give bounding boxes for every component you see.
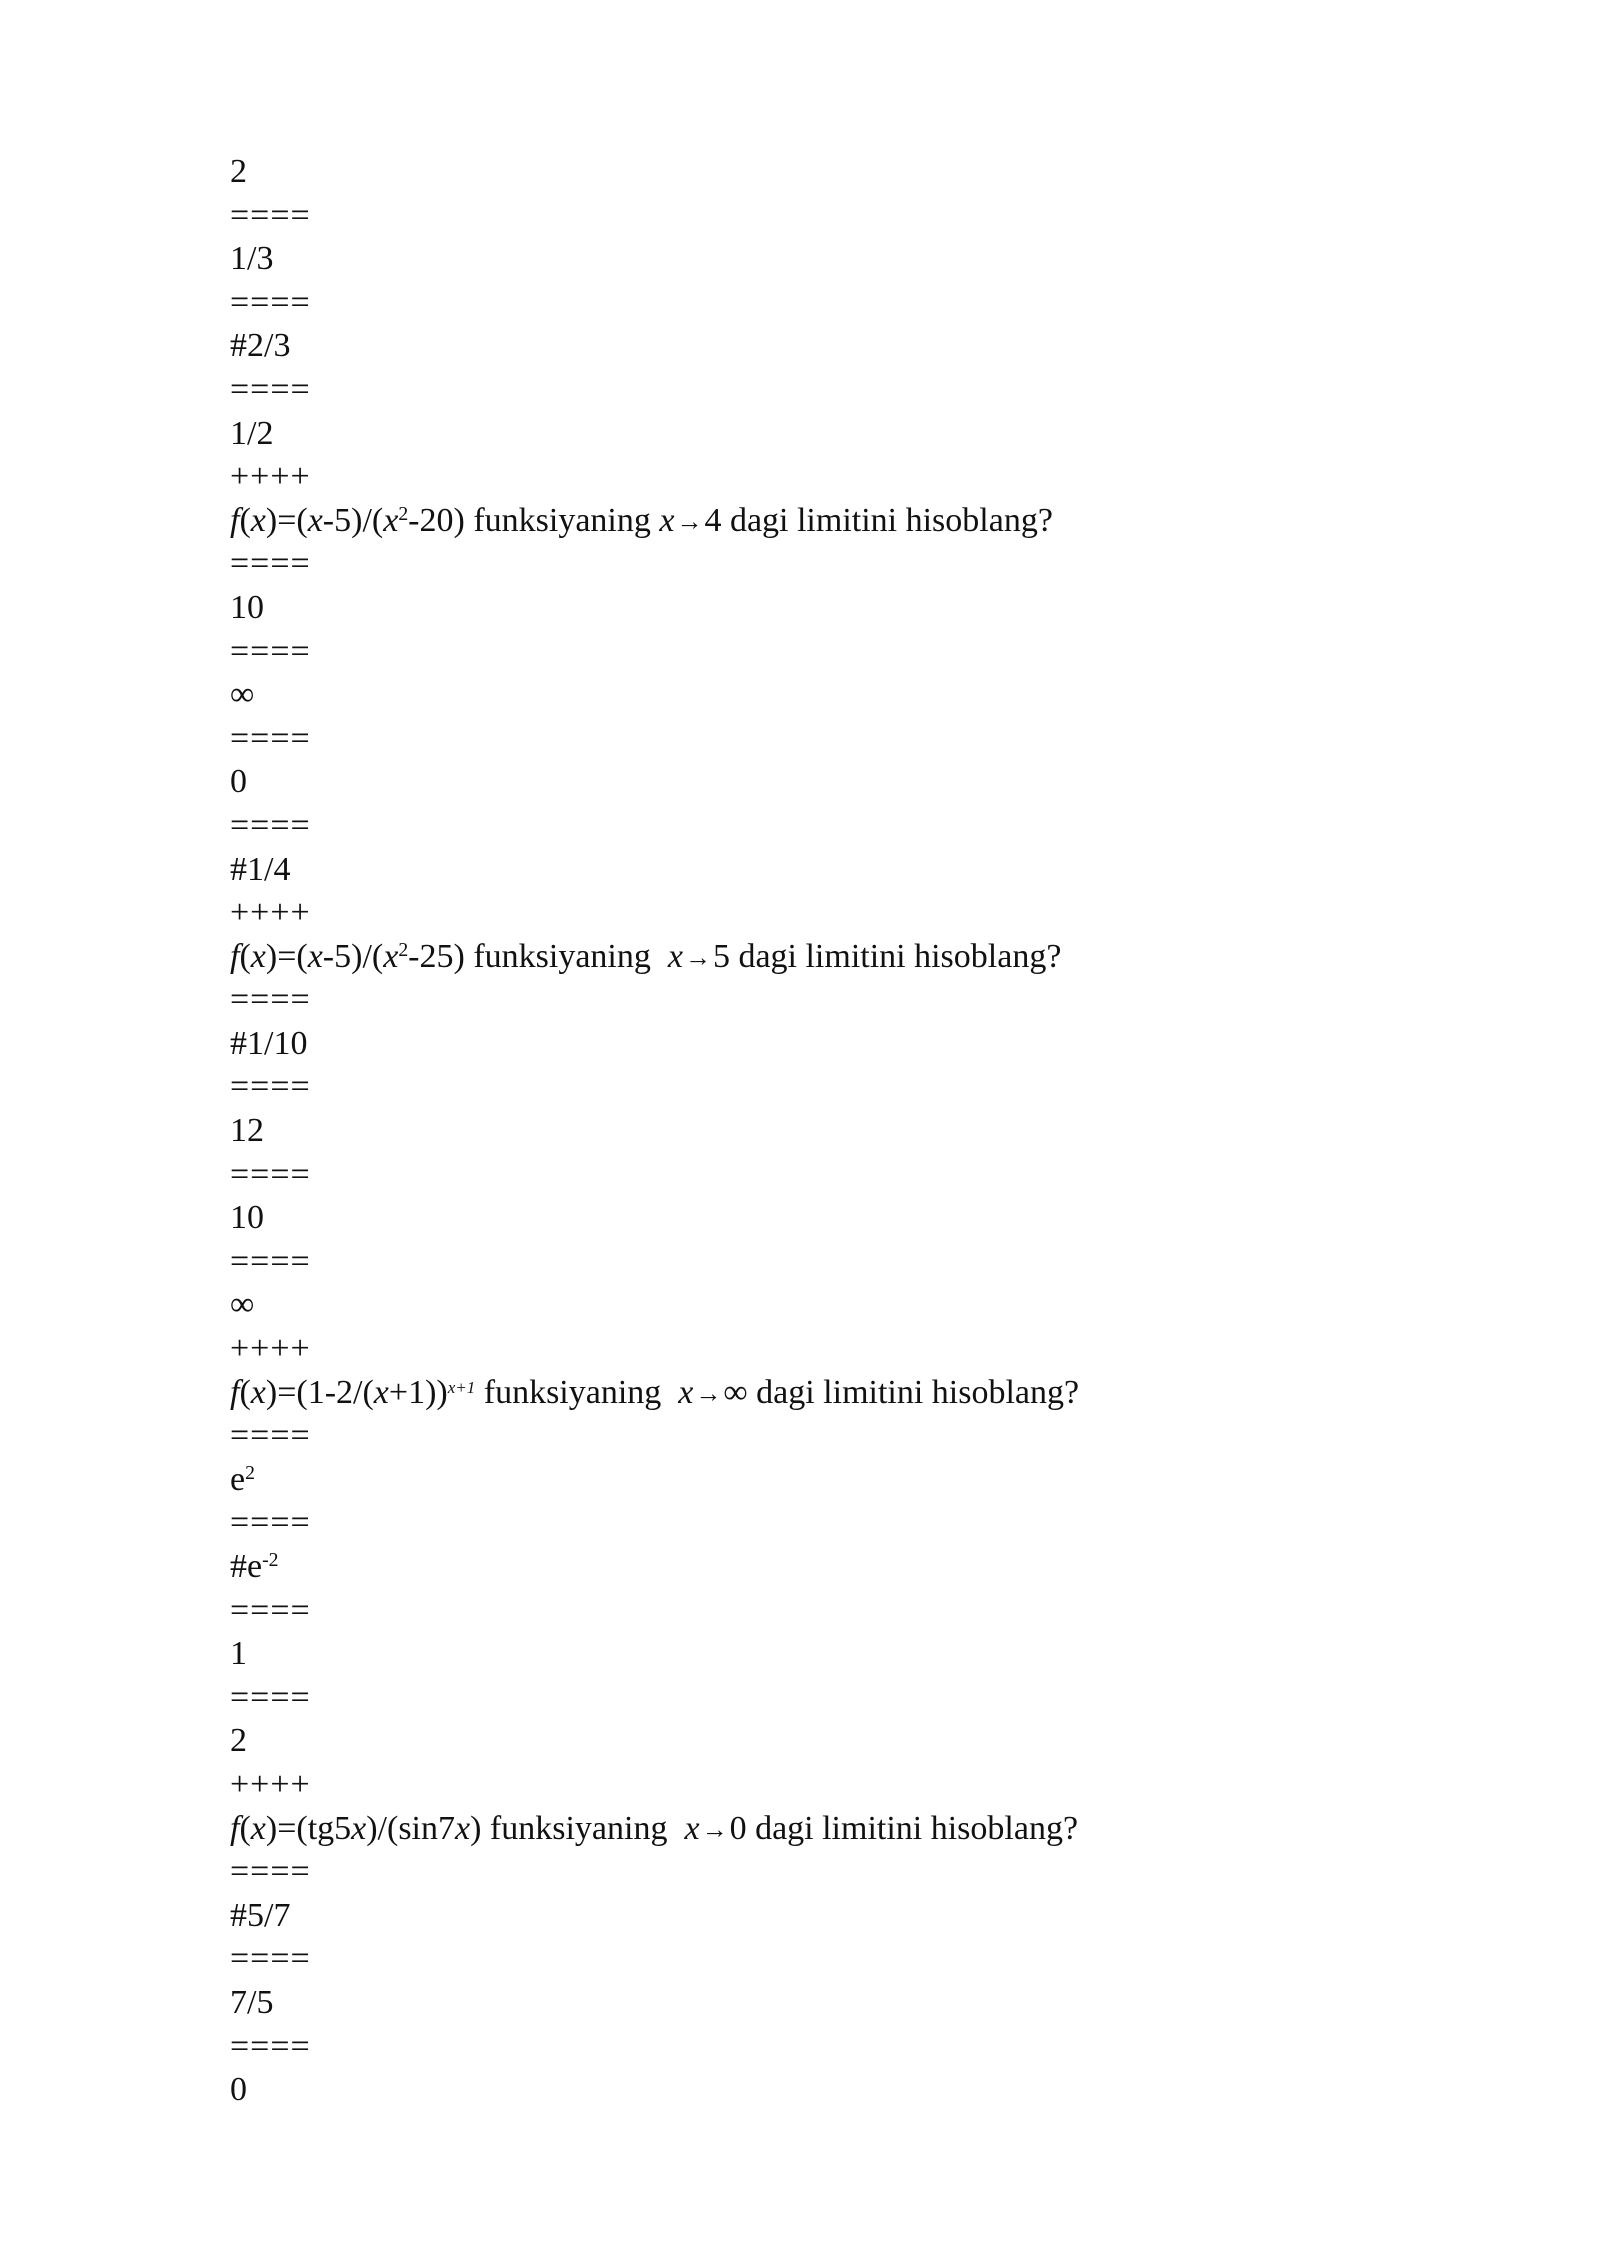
option-separator: ==== [230,1155,311,1193]
question-text: $f(x)=(x-5)/(x^2-20)$ funksiyaning x→4 dagi limitini hisoblang? [230,501,1053,539]
option-separator: ==== [230,1504,311,1542]
arrow-icon: → [701,1814,728,1844]
option-separator: ==== [230,806,311,844]
option-correct: #1/4 [230,850,291,888]
option-correct: #5/7 [230,1896,291,1934]
option-separator: ==== [230,370,311,408]
test-document [230,150,1430,2112]
question-separator: ++++ [230,1330,311,1368]
option: ∞ [230,676,255,714]
option: ∞ [230,1286,255,1324]
option-separator: ==== [230,1242,311,1280]
option-separator: ==== [230,1068,311,1106]
question-separator: ++++ [230,458,311,496]
option-separator: ==== [230,545,311,583]
option: 1/3 [230,240,274,278]
option: 10 [230,1199,264,1237]
option: 7/5 [230,1983,274,2021]
option: 12 [230,1112,264,1150]
option-separator: ==== [230,1853,311,1891]
option-separator: ==== [230,2027,311,2065]
option-separator: ==== [230,1417,311,1455]
option-separator: ==== [230,981,311,1019]
question-text: $f(x)=(x-5)/(x^2-25)$ funksiyaning x→5 dagi limitini hisoblang? [230,937,1062,975]
arrow-icon: → [684,942,711,972]
option: 2 [230,1722,247,1760]
option: $e^2$ [230,1460,255,1498]
option: 10 [230,588,264,626]
option: 1 [230,1635,247,1673]
arrow-icon: → [695,1378,722,1408]
option-correct: #1/10 [230,1024,308,1062]
question-separator: ++++ [230,894,311,932]
question-text: f(x)=(tg5x)/(sin7x) funksiyaning x→0 dagi limitini hisoblang? [230,1809,1079,1847]
option: 0 [230,763,247,801]
option-separator: ==== [230,1678,311,1716]
option-separator: ==== [230,632,311,670]
option-separator: ==== [230,283,311,321]
arrow-icon: → [676,506,703,536]
option: 2 [230,153,247,190]
option: 1/2 [230,414,274,452]
option-correct: $\#e^{-2}$ [230,1548,279,1585]
option-separator: ==== [230,719,311,757]
question-text: $f(x)=(1-2/(x+1))^{x+1}$ funksiyaning x→∞ dagi limitini hisoblang? [230,1373,1080,1411]
option-separator: ==== [230,1591,311,1629]
option-correct: #2/3 [230,327,291,365]
option-separator: ==== [230,196,311,234]
question-separator: ++++ [230,1765,311,1803]
option-separator: ==== [230,1940,311,1978]
option: 0 [230,2071,247,2109]
